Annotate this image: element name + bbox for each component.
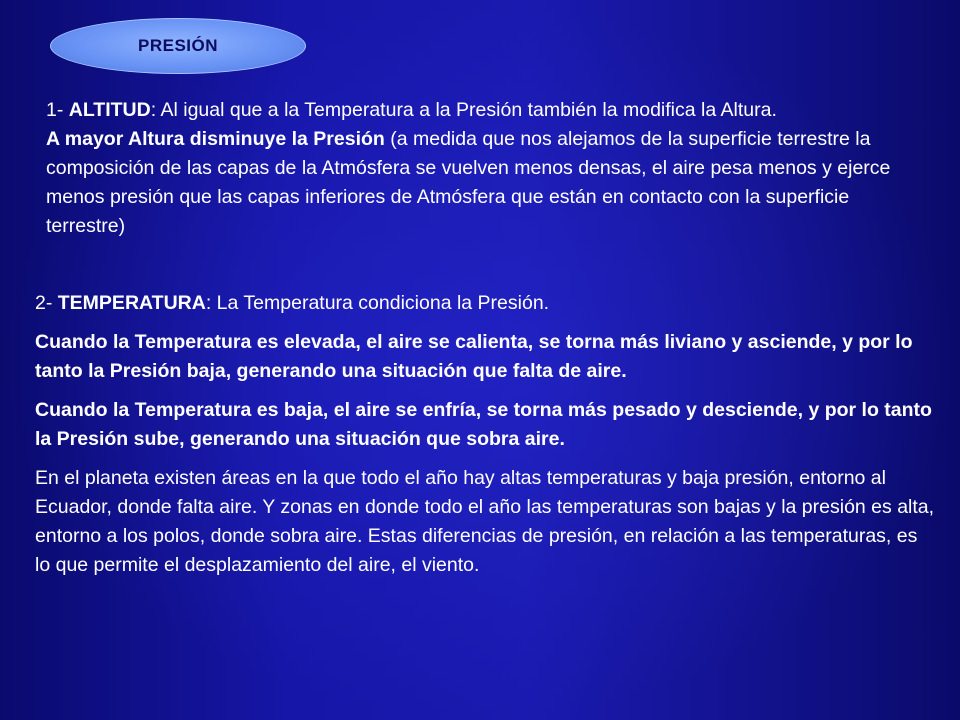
- altitud-number: 1-: [46, 99, 69, 121]
- slide-title: PRESIÓN: [137, 36, 219, 55]
- section-altitud: [46, 96, 926, 241]
- temperatura-heading: TEMPERATURA: [57, 292, 206, 314]
- altitud-explanation: (a medida que nos alejamos de la superficie terrestre la composición de las capas de la Atmósfera se vuelven menos densas, el aire pesa menos y ejerce menos presión que las capas inferiores de Atmósfera que están en contacto con la superficie terrestre): [46, 128, 891, 237]
- temperatura-intro: : La Temperatura condiciona la Presión.: [205, 292, 550, 314]
- altitud-bold-statement: A mayor Altura disminuye la Presión: [46, 128, 385, 150]
- high-temperature-paragraph: Cuando la Temperatura es elevada, el aire se calienta, se torna más liviano y asciende, y por lo tanto la Presión baja, generando una situación que falta de aire.: [35, 331, 913, 382]
- altitud-paragraph: [46, 96, 926, 125]
- title-oval: [50, 18, 306, 74]
- conclusion-paragraph: En el planeta existen áreas en la que todo el año hay altas temperaturas y baja presión, entorno al Ecuador, donde falta aire. Y zonas en donde todo el año las temperaturas son bajas y la presión es alta, entorno a los polos, donde sobra aire. Estas diferencias de presión, en relación a las temperaturas, es lo que permite el desplazamiento del aire, el viento.: [35, 467, 935, 576]
- temperatura-number: 2-: [35, 292, 58, 314]
- altitud-heading: ALTITUD: [68, 99, 151, 121]
- low-temperature-paragraph: Cuando la Temperatura es baja, el aire se enfría, se torna más pesado y desciende, y por lo tanto la Presión sube, generando una situación que sobra aire.: [35, 399, 932, 450]
- altitud-intro: : Al igual que a la Temperatura a la Presión también la modifica la Altura.: [150, 99, 777, 121]
- altitud-detail: [46, 125, 926, 241]
- temperatura-paragraph: [35, 289, 935, 318]
- section-temperatura: [35, 289, 935, 590]
